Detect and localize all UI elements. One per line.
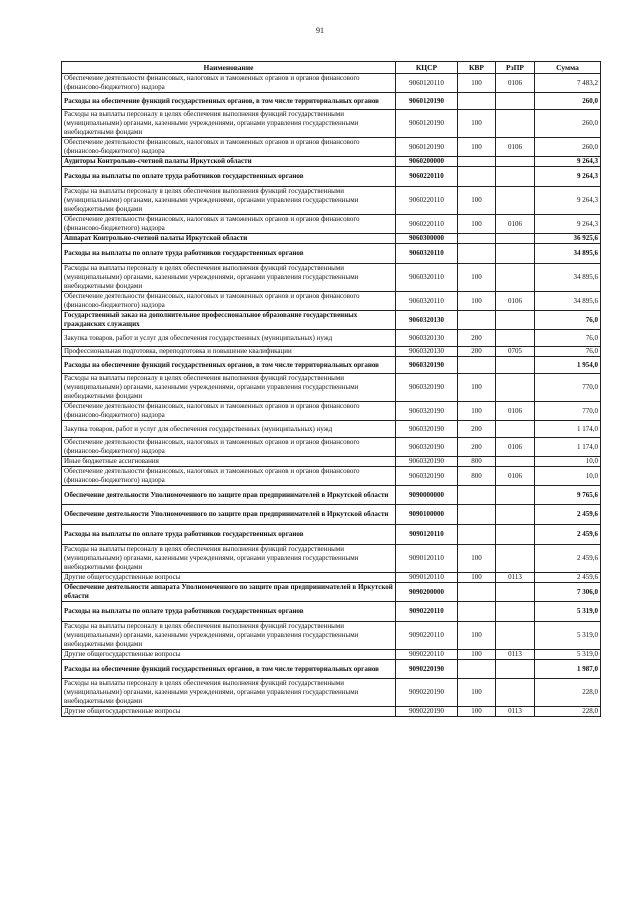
cell-rzpr: [496, 679, 535, 707]
cell-kvr: 100: [458, 74, 496, 93]
cell-sum: 228,0: [535, 679, 601, 707]
cell-sum: 76,0: [535, 347, 601, 357]
cell-sum: 34 895,6: [535, 244, 601, 264]
cell-kvr: 100: [458, 374, 496, 402]
cell-name: Обеспечение деятельности финансовых, налоговых и таможенных органов и органов финансового (финансово-бюджетного) надзора: [62, 138, 396, 157]
header-kcsr: КЦСР: [396, 62, 458, 74]
table-row: [62, 573, 601, 583]
table-row: [62, 110, 601, 138]
cell-name: Расходы на выплаты персоналу в целях обеспечения выполнения функций государственными (муниципальными) органами, казенными учреждениями, органами управления государственными внебюджетными фондами: [62, 374, 396, 402]
cell-sum: 7 483,2: [535, 74, 601, 93]
cell-kcsr: 9090220110: [396, 650, 458, 660]
cell-kcsr: 9060320190: [396, 438, 458, 457]
cell-kvr: 100: [458, 679, 496, 707]
cell-kvr: [458, 525, 496, 545]
cell-sum: 76,0: [535, 311, 601, 330]
cell-kvr: [458, 602, 496, 622]
cell-name: Обеспечение деятельности финансовых, налоговых и таможенных органов и органов финансового (финансово-бюджетного) надзора: [62, 74, 396, 93]
cell-rzpr: [496, 660, 535, 679]
cell-rzpr: [496, 264, 535, 292]
table-row: [62, 234, 601, 244]
cell-rzpr: [496, 357, 535, 374]
cell-kcsr: 9090120110: [396, 573, 458, 583]
cell-rzpr: [496, 157, 535, 167]
header-kvr: КВР: [458, 62, 496, 74]
cell-sum: 36 925,6: [535, 234, 601, 244]
cell-name: Обеспечение деятельности финансовых, налоговых и таможенных органов и органов финансового (финансово-бюджетного) надзора: [62, 438, 396, 457]
cell-rzpr: [496, 93, 535, 110]
cell-kvr: 100: [458, 138, 496, 157]
cell-rzpr: [496, 311, 535, 330]
cell-sum: 2 459,6: [535, 545, 601, 573]
cell-kcsr: 9060320190: [396, 457, 458, 467]
cell-name: Другие общегосударственные вопросы: [62, 650, 396, 660]
cell-kvr: [458, 660, 496, 679]
table-header-row: [62, 62, 601, 74]
cell-rzpr: [496, 525, 535, 545]
cell-kvr: 100: [458, 110, 496, 138]
cell-name: Расходы на выплаты персоналу в целях обеспечения выполнения функций государственными (муниципальными) органами, казенными учреждениями, органами управления государственными внебюджетными фондами: [62, 622, 396, 650]
cell-rzpr: [496, 486, 535, 505]
table-row: [62, 330, 601, 347]
cell-kcsr: 9060320190: [396, 374, 458, 402]
cell-name: Расходы на обеспечение функций государственных органов, в том числе территориальных органов: [62, 93, 396, 110]
cell-kvr: [458, 244, 496, 264]
header-sum: Сумма: [535, 62, 601, 74]
cell-sum: 10,0: [535, 467, 601, 486]
cell-kvr: [458, 311, 496, 330]
cell-sum: 9 765,6: [535, 486, 601, 505]
cell-name: Расходы на выплаты персоналу в целях обеспечения выполнения функций государственными (муниципальными) органами, казенными учреждениями, органами управления государственными внебюджетными фондами: [62, 679, 396, 707]
cell-name: Расходы на выплаты по оплате труда работников государственных органов: [62, 167, 396, 187]
cell-name: Аудиторы Контрольно-счетной палаты Иркутской области: [62, 157, 396, 167]
cell-rzpr: 0106: [496, 215, 535, 234]
table-row: [62, 505, 601, 525]
cell-name: Расходы на выплаты персоналу в целях обеспечения выполнения функций государственными (муниципальными) органами, казенными учреждениями, органами управления государственными внебюджетными фондами: [62, 187, 396, 215]
header-rzpr: РзПР: [496, 62, 535, 74]
cell-name: Расходы на выплаты по оплате труда работников государственных органов: [62, 525, 396, 545]
table-body: [62, 74, 601, 717]
cell-name: Расходы на выплаты по оплате труда работников государственных органов: [62, 244, 396, 264]
cell-kcsr: 9090120110: [396, 525, 458, 545]
cell-kcsr: 9060300000: [396, 234, 458, 244]
cell-kvr: [458, 234, 496, 244]
cell-rzpr: [496, 505, 535, 525]
cell-sum: 260,0: [535, 110, 601, 138]
cell-kvr: 100: [458, 264, 496, 292]
cell-rzpr: 0106: [496, 292, 535, 311]
cell-kcsr: 9090220110: [396, 602, 458, 622]
cell-name: Обеспечение деятельности Уполномоченного по защите прав предпринимателей в Иркутской области: [62, 486, 396, 505]
cell-name: Обеспечение деятельности финансовых, налоговых и таможенных органов и органов финансового (финансово-бюджетного) надзора: [62, 402, 396, 421]
cell-kcsr: 9090220110: [396, 622, 458, 650]
cell-sum: 34 895,6: [535, 264, 601, 292]
cell-kcsr: 9060220110: [396, 215, 458, 234]
cell-kvr: 200: [458, 330, 496, 347]
table-row: [62, 545, 601, 573]
table-row: [62, 347, 601, 357]
table-row: [62, 74, 601, 93]
cell-kcsr: 9090200000: [396, 583, 458, 602]
cell-name: Другие общегосударственные вопросы: [62, 707, 396, 717]
cell-sum: 770,0: [535, 374, 601, 402]
cell-kcsr: 9090220190: [396, 707, 458, 717]
cell-rzpr: [496, 330, 535, 347]
cell-rzpr: 0106: [496, 74, 535, 93]
cell-kvr: [458, 167, 496, 187]
cell-name: Расходы на выплаты персоналу в целях обеспечения выполнения функций государственными (муниципальными) органами, казенными учреждениями, органами управления государственными внебюджетными фондами: [62, 110, 396, 138]
table-row: [62, 357, 601, 374]
cell-sum: 1 174,0: [535, 438, 601, 457]
cell-name: Закупка товаров, работ и услуг для обеспечения государственных (муниципальных) нужд: [62, 421, 396, 438]
cell-rzpr: [496, 457, 535, 467]
table-row: [62, 438, 601, 457]
cell-sum: 34 895,6: [535, 292, 601, 311]
cell-kvr: 200: [458, 421, 496, 438]
cell-rzpr: [496, 374, 535, 402]
cell-kcsr: 9060320190: [396, 421, 458, 438]
table-row: [62, 374, 601, 402]
cell-kcsr: 9090220190: [396, 679, 458, 707]
cell-rzpr: [496, 622, 535, 650]
cell-kcsr: 9060320130: [396, 330, 458, 347]
cell-name: Обеспечение деятельности Уполномоченного по защите прав предпринимателей в Иркутской области: [62, 505, 396, 525]
cell-kcsr: 9090000000: [396, 486, 458, 505]
cell-name: Иные бюджетные ассигнования: [62, 457, 396, 467]
cell-kvr: 100: [458, 573, 496, 583]
table-row: [62, 244, 601, 264]
cell-kcsr: 9060320130: [396, 311, 458, 330]
cell-kcsr: 9060320110: [396, 292, 458, 311]
cell-kvr: 100: [458, 707, 496, 717]
table-row: [62, 467, 601, 486]
cell-rzpr: 0705: [496, 347, 535, 357]
cell-kcsr: 9060320130: [396, 347, 458, 357]
table-row: [62, 679, 601, 707]
cell-name: Профессиональная подготовка, переподготовка и повышение квалификации: [62, 347, 396, 357]
table-row: [62, 167, 601, 187]
cell-rzpr: 0113: [496, 650, 535, 660]
cell-sum: 5 319,0: [535, 602, 601, 622]
cell-kcsr: 9060320110: [396, 264, 458, 292]
cell-kcsr: 9060120190: [396, 110, 458, 138]
cell-sum: 1 174,0: [535, 421, 601, 438]
table-row: [62, 602, 601, 622]
cell-sum: 9 264,3: [535, 167, 601, 187]
cell-kvr: [458, 93, 496, 110]
cell-kcsr: 9090120110: [396, 545, 458, 573]
table-row: [62, 650, 601, 660]
cell-kvr: 800: [458, 467, 496, 486]
cell-sum: 1 954,0: [535, 357, 601, 374]
cell-sum: 5 319,0: [535, 622, 601, 650]
cell-sum: 9 264,3: [535, 187, 601, 215]
cell-rzpr: 0106: [496, 467, 535, 486]
cell-kvr: 100: [458, 650, 496, 660]
table-row: [62, 457, 601, 467]
cell-kvr: 100: [458, 622, 496, 650]
cell-sum: 7 306,0: [535, 583, 601, 602]
cell-sum: 2 459,6: [535, 573, 601, 583]
table-row: [62, 138, 601, 157]
cell-rzpr: [496, 187, 535, 215]
cell-kvr: [458, 357, 496, 374]
cell-rzpr: [496, 167, 535, 187]
header-name: Наименование: [62, 62, 396, 74]
cell-sum: 5 319,0: [535, 650, 601, 660]
cell-rzpr: [496, 234, 535, 244]
table-row: [62, 311, 601, 330]
page-number: 91: [316, 26, 324, 35]
cell-rzpr: [496, 244, 535, 264]
cell-name: Расходы на выплаты персоналу в целях обеспечения выполнения функций государственными (муниципальными) органами, казенными учреждениями, органами управления государственными внебюджетными фондами: [62, 545, 396, 573]
cell-sum: 2 459,6: [535, 525, 601, 545]
cell-kvr: 200: [458, 438, 496, 457]
cell-kvr: 100: [458, 187, 496, 215]
cell-kvr: 800: [458, 457, 496, 467]
cell-name: Расходы на обеспечение функций государственных органов, в том числе территориальных органов: [62, 357, 396, 374]
cell-sum: 9 264,3: [535, 157, 601, 167]
cell-name: Расходы на выплаты персоналу в целях обеспечения выполнения функций государственными (муниципальными) органами, казенными учреждениями, органами управления государственными внебюджетными фондами: [62, 264, 396, 292]
cell-kcsr: 9060120190: [396, 138, 458, 157]
cell-kvr: 100: [458, 215, 496, 234]
table-row: [62, 486, 601, 505]
table-row: [62, 525, 601, 545]
cell-kcsr: 9060200000: [396, 157, 458, 167]
cell-kvr: 100: [458, 402, 496, 421]
cell-kvr: 100: [458, 545, 496, 573]
cell-name: Обеспечение деятельности финансовых, налоговых и таможенных органов и органов финансового (финансово-бюджетного) надзора: [62, 467, 396, 486]
budget-table: [61, 61, 601, 717]
cell-rzpr: [496, 545, 535, 573]
cell-rzpr: 0113: [496, 573, 535, 583]
cell-sum: 260,0: [535, 138, 601, 157]
table-row: [62, 215, 601, 234]
cell-name: Другие общегосударственные вопросы: [62, 573, 396, 583]
cell-kcsr: 9060320190: [396, 402, 458, 421]
cell-kvr: [458, 486, 496, 505]
cell-sum: 10,0: [535, 457, 601, 467]
cell-sum: 9 264,3: [535, 215, 601, 234]
cell-rzpr: [496, 602, 535, 622]
cell-kvr: [458, 157, 496, 167]
cell-kvr: 100: [458, 292, 496, 311]
cell-rzpr: 0106: [496, 438, 535, 457]
table-row: [62, 402, 601, 421]
cell-rzpr: [496, 421, 535, 438]
cell-name: Аппарат Контрольно-счетной палаты Иркутской области: [62, 234, 396, 244]
cell-name: Закупка товаров, работ и услуг для обеспечения государственных (муниципальных) нужд: [62, 330, 396, 347]
cell-sum: 260,0: [535, 93, 601, 110]
cell-kcsr: 9090100000: [396, 505, 458, 525]
cell-kcsr: 9060120110: [396, 74, 458, 93]
cell-sum: 2 459,6: [535, 505, 601, 525]
cell-kvr: [458, 505, 496, 525]
table-row: [62, 264, 601, 292]
cell-kcsr: 9060320190: [396, 467, 458, 486]
cell-kcsr: 9060220110: [396, 167, 458, 187]
cell-rzpr: 0113: [496, 707, 535, 717]
cell-sum: 770,0: [535, 402, 601, 421]
table-row: [62, 93, 601, 110]
cell-sum: 1 987,0: [535, 660, 601, 679]
cell-kcsr: 9060120190: [396, 93, 458, 110]
cell-kvr: 200: [458, 347, 496, 357]
table-row: [62, 583, 601, 602]
cell-sum: 76,0: [535, 330, 601, 347]
cell-kcsr: 9060320190: [396, 357, 458, 374]
table-row: [62, 660, 601, 679]
table-row: [62, 707, 601, 717]
table-row: [62, 187, 601, 215]
table-row: [62, 157, 601, 167]
cell-kcsr: 9060220110: [396, 187, 458, 215]
cell-kvr: [458, 583, 496, 602]
table-row: [62, 622, 601, 650]
cell-name: Обеспечение деятельности финансовых, налоговых и таможенных органов и органов финансового (финансово-бюджетного) надзора: [62, 215, 396, 234]
cell-name: Расходы на обеспечение функций государственных органов, в том числе территориальных органов: [62, 660, 396, 679]
cell-rzpr: 0106: [496, 138, 535, 157]
cell-kcsr: 9090220190: [396, 660, 458, 679]
table-row: [62, 421, 601, 438]
cell-name: Обеспечение деятельности финансовых, налоговых и таможенных органов и органов финансового (финансово-бюджетного) надзора: [62, 292, 396, 311]
cell-name: Расходы на выплаты по оплате труда работников государственных органов: [62, 602, 396, 622]
cell-rzpr: [496, 583, 535, 602]
cell-rzpr: 0106: [496, 402, 535, 421]
cell-kcsr: 9060320110: [396, 244, 458, 264]
cell-sum: 228,0: [535, 707, 601, 717]
cell-rzpr: [496, 110, 535, 138]
cell-name: Государственный заказ на дополнительное профессиональное образование государственных гражданских служащих: [62, 311, 396, 330]
table-row: [62, 292, 601, 311]
cell-name: Обеспечение деятельности аппарата Уполномоченного по защите прав предпринимателей в Иркутской области: [62, 583, 396, 602]
